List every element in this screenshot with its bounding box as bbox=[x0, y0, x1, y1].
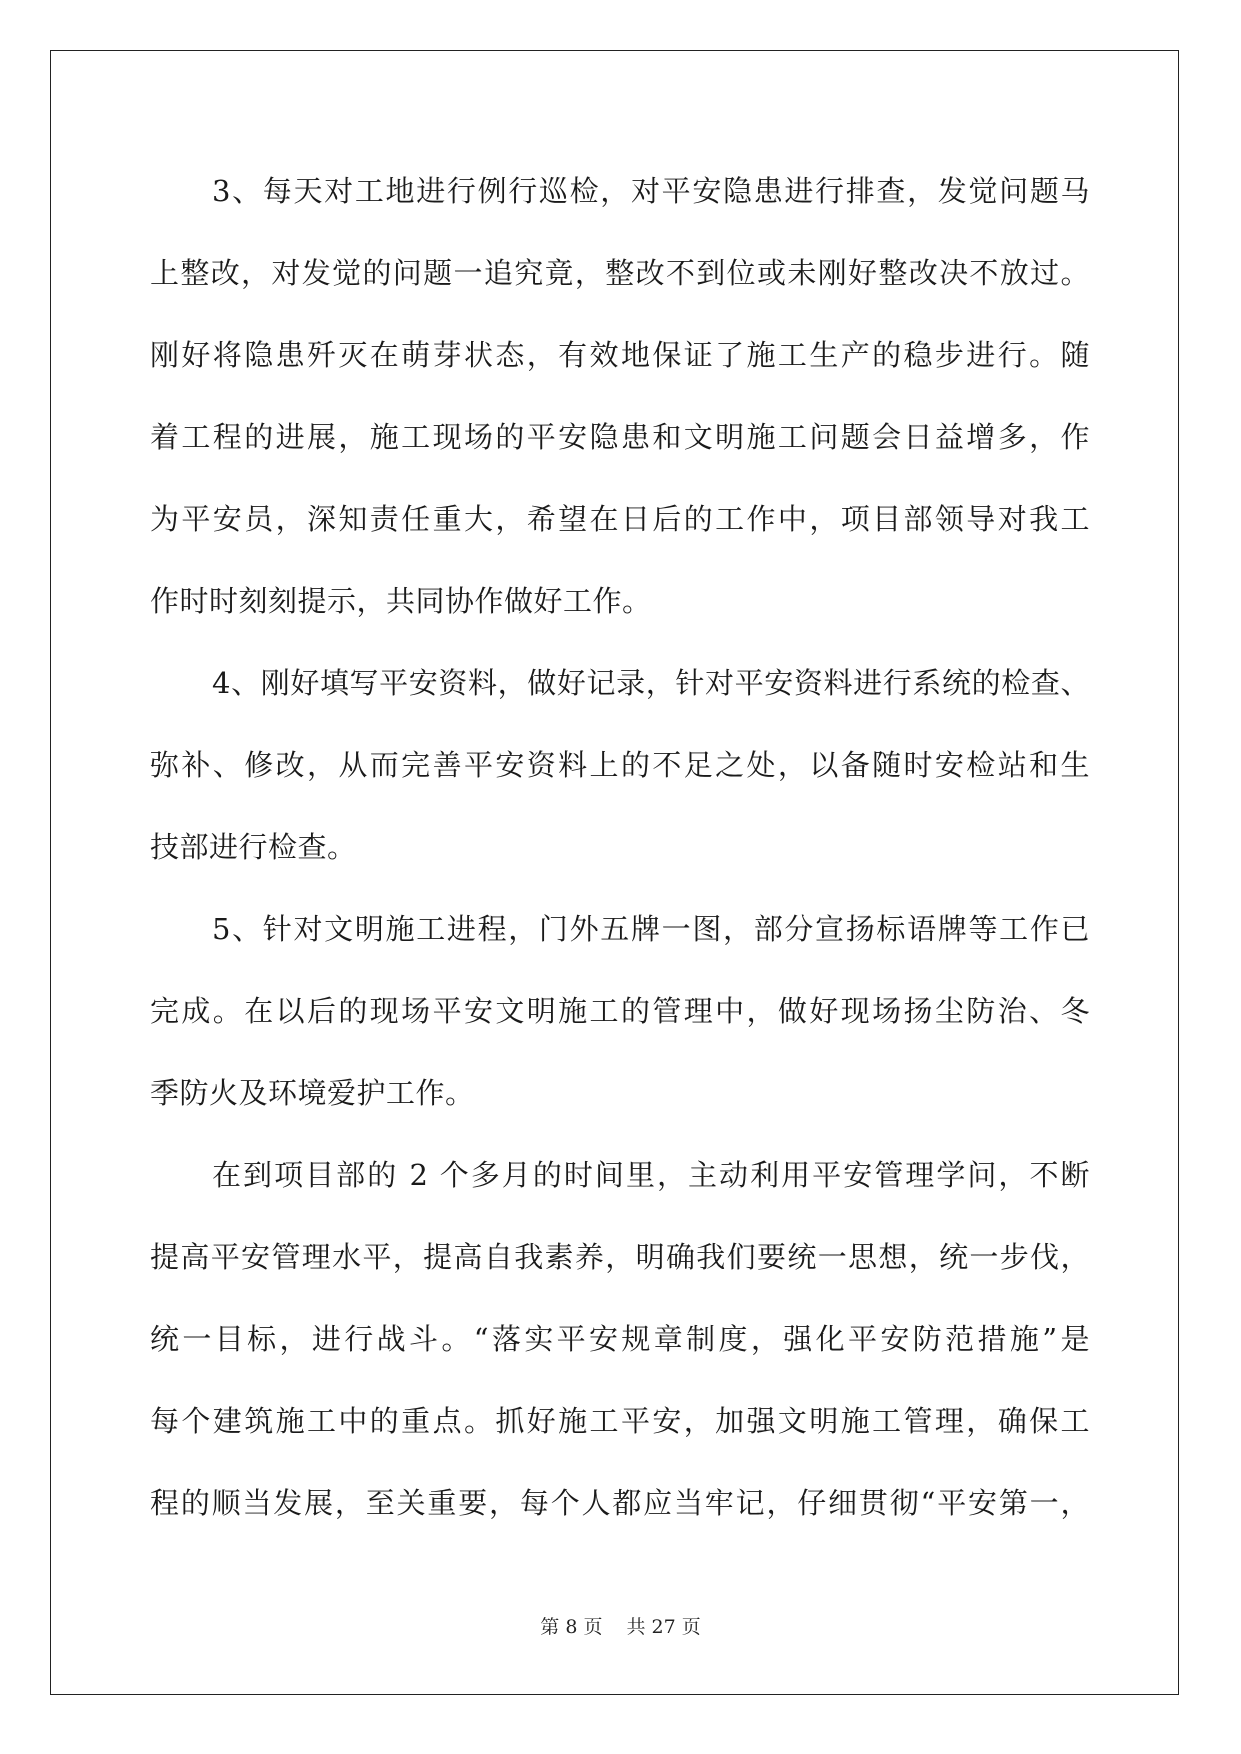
page-number: 第 8 页 bbox=[540, 1616, 603, 1638]
paragraph-3-line-3: 刚好将隐患歼灭在萌芽状态，有效地保证了施工生产的稳步进行。随 bbox=[150, 338, 1090, 372]
document-body bbox=[150, 150, 1090, 1544]
paragraph-3-line-5: 为平安员，深知责任重大，希望在日后的工作中，项目部领导对我工 bbox=[150, 502, 1090, 536]
paragraph-5-line-2: 完成。在以后的现场平安文明施工的管理中，做好现场扬尘防治、冬 bbox=[150, 994, 1090, 1028]
paragraph-4-line-2: 弥补、修改，从而完善平安资料上的不足之处，以备随时安检站和生 bbox=[150, 748, 1090, 782]
paragraph-5-line-3: 季防火及环境爱护工作。 bbox=[150, 1076, 475, 1110]
paragraph-6-line-4: 每个建筑施工中的重点。抓好施工平安，加强文明施工管理，确保工 bbox=[150, 1404, 1090, 1438]
page-footer bbox=[0, 1612, 1241, 1639]
paragraph-3-line-6: 作时时刻刻提示，共同协作做好工作。 bbox=[150, 584, 652, 618]
paragraph-6-line-2: 提高平安管理水平，提高自我素养，明确我们要统一思想，统一步伐， bbox=[150, 1240, 1090, 1274]
paragraph-5-line-1: 5、针对文明施工进程，门外五牌一图，部分宣扬标语牌等工作已 bbox=[212, 912, 1090, 946]
paragraph-4-line-3: 技部进行检查。 bbox=[150, 830, 357, 864]
paragraph-3-line-4: 着工程的进展，施工现场的平安隐患和文明施工问题会日益增多，作 bbox=[150, 420, 1090, 454]
page-total: 共 27 页 bbox=[626, 1616, 701, 1638]
paragraph-6-line-1: 在到项目部的 2 个多月的时间里，主动利用平安管理学问，不断 bbox=[212, 1158, 1090, 1192]
paragraph-4-line-1: 4、刚好填写平安资料，做好记录，针对平安资料进行系统的检查、 bbox=[212, 666, 1090, 700]
paragraph-6-line-5: 程的顺当发展，至关重要，每个人都应当牢记，仔细贯彻“平安第一， bbox=[150, 1486, 1090, 1520]
paragraph-6-line-3: 统一目标，进行战斗。“落实平安规章制度，强化平安防范措施”是 bbox=[150, 1322, 1090, 1356]
paragraph-3-line-2: 上整改，对发觉的问题一追究竟，整改不到位或未刚好整改决不放过。 bbox=[150, 256, 1090, 290]
paragraph-3-line-1: 3、每天对工地进行例行巡检，对平安隐患进行排查，发觉问题马 bbox=[212, 174, 1090, 208]
